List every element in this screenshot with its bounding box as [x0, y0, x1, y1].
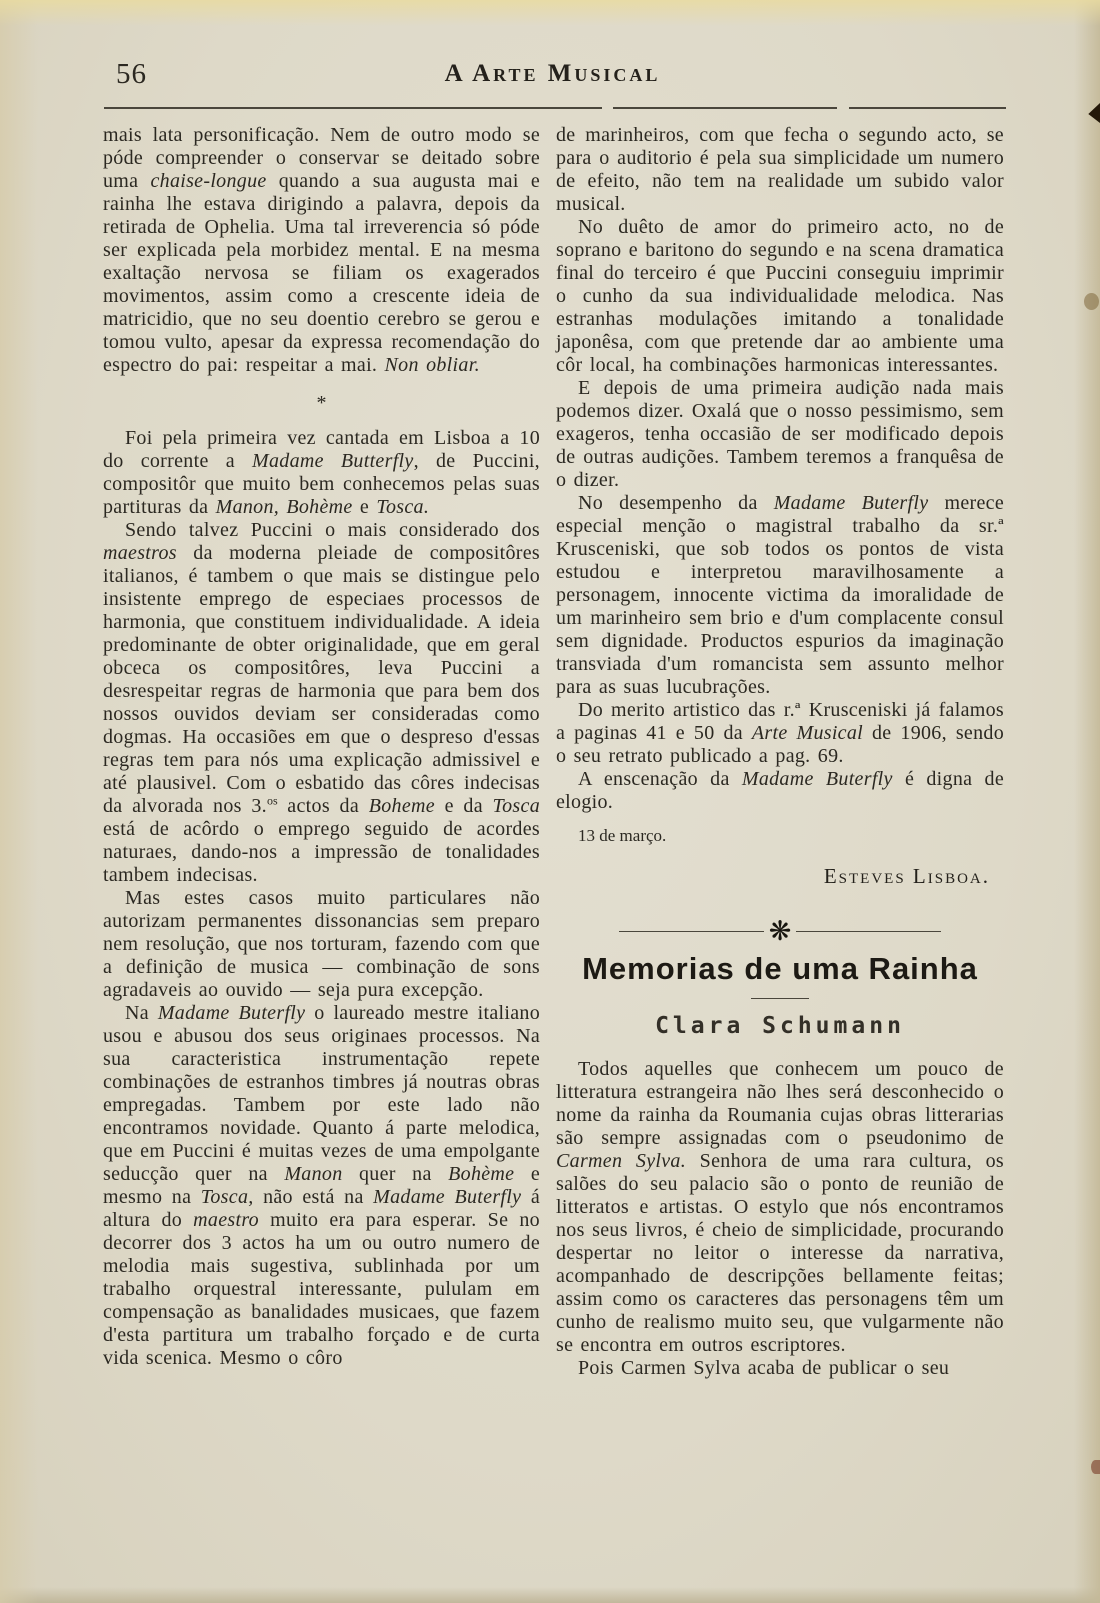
header-rule: [104, 107, 602, 109]
text-columns: [103, 124, 1004, 1380]
page-blemish: [1087, 103, 1100, 123]
body-paragraph: Na Madame Buterfly o laureado mestre italiano usou e abusou dos seus originaes processos. Na sua caracteristica instrumentação repete combinações de estranhos timbres já noutras obras empregadas. Tambem por este lado não encontramos novidade. Quanto á parte melodica, que em Puccini é muitas vezes de uma empolgante seducção quer na Manon quer na Bohème e mesmo na Tosca, não está na Madame Buterfly á altura do maestro muito era para esperar. Se no decorrer dos 3 actos ha um ou outro numero de melodia mais sugestiva, sublinhada por um trabalho orquestral interessante, pululam em compensação as banalidades musicaes, que fazem d'esta partitura um trabalho forçado e de curta vida scenica. Mesmo o côro: [103, 1002, 540, 1369]
article-title: Memorias de uma Rainha: [582, 951, 978, 986]
body-paragraph: Pois Carmen Sylva acaba de publicar o seu: [578, 1357, 950, 1379]
body-paragraph: No desempenho da Madame Buterfly merece especial menção o magistral trabalho da sr.ª Krusceniski, que sob todos os pontos de vista estudou e interpretou maravilhosamente a personagem, innocente victima da imoralidade de um marinheiro sem brio e d'um complacente consul sem dignidade. Productos espurios da imaginação transviada d'um romancista sem assunto melhor para as suas lucubrações.: [556, 492, 1005, 698]
author-signature: Esteves Lisboa.: [823, 864, 990, 888]
ornament-line: [796, 931, 941, 932]
page-blemish: [1091, 1460, 1100, 1474]
page-title: A Arte Musical: [444, 60, 661, 87]
starburst-ornament-icon: ❋: [768, 916, 792, 947]
page-blemish: [1084, 293, 1099, 310]
body-paragraph: Foi pela primeira vez cantada em Lisboa a 10 do corrente a Madame Butterfly, de Puccini, compositôr que muito bem conhecemos pelas suas partituras da Manon, Bohème e Tosca.: [103, 427, 540, 518]
section-star-divider: *: [316, 392, 327, 414]
column-gap: [540, 124, 556, 1380]
body-paragraph: E depois de uma primeira audição nada mais podemos dizer. Oxalá que o nosso pessimismo, sem exageros, tenha occasião de ser modificado depois de outras audições. Tambem teremos a franquêsa de o dizer.: [556, 377, 1004, 491]
body-paragraph: Do merito artistico das r.ª Krusceniski já falamos a paginas 41 e 50 da Arte Musical de 1906, sendo o seu retrato publicado a pag. 69.: [556, 699, 1005, 767]
section-ornament: [619, 918, 942, 945]
ornament-line: [619, 931, 764, 932]
body-paragraph: No duêto de amor do primeiro acto, no de soprano e baritono do segundo e na scena dramatica final do terceiro é que Puccini conseguiu imprimir o cunho da sua individualidade melodica. Nas estranhas modulações imitando a tonalidade japonêsa, com que pretende dar ao ambiente uma côr local, ha combinações harmonicas interessantes.: [556, 216, 1004, 376]
article-author: Clara Schumann: [655, 1013, 905, 1039]
body-paragraph: de marinheiros, com que fecha o segundo acto, se para o auditorio é pela sua simplicidade um numero de efeito, não tem na realidade um subido valor musical.: [556, 124, 1004, 215]
body-paragraph: Mas estes casos muito particulares não autorizam permanentes dissonancias sem preparo nem resolução, que nos torturam, fazendo com que a definição de musica — combinação de sons agradaveis ao ouvido — seja pura excepção.: [103, 887, 540, 1001]
title-rule: [751, 998, 809, 999]
left-column: [103, 124, 540, 1380]
body-paragraph: mais lata personificação. Nem de outro modo se póde compreender o conservar se deitado sobre uma chaise-longue quando a sua augusta mai e rainha lhe estava dirigindo a palavra, depois da retirada de Ophelia. Uma tal irreverencia só póde ser explicada pela morbidez mental. E na mesma exaltação nervosa se filiam os exagerados movimentos, assim como a crescente ideia de matricidio, que no seu doentio cerebro se gerou e tomou vulto, apesar da expressa recomendação do espectro do pai: respeitar a mai. Non obliar.: [103, 124, 540, 376]
body-paragraph: Todos aquelles que conhecem um pouco de litteratura estrangeira não lhes será desconhecido o nome da rainha da Roumania cujas obras litterarias são sempre assignadas com o pseudonimo de Carmen Sylva. Senhora de uma rara cultura, os salões do seu palacio são o ponto de reunião de litteratos e artistas. O estylo que nós encontramos nos seus livros, é cheio de simplicidade, procurando despertar no leitor o interesse da narrativa, acompanhado de descripções bellamente feitas; assim como os caracteres das personagens têm um cunho de realismo muito seu, que vulgarmente não se encontra em outros escriptores.: [556, 1058, 1004, 1356]
body-paragraph: A enscenação da Madame Buterfly é digna de elogio.: [556, 768, 1005, 813]
body-paragraph: Sendo talvez Puccini o mais considerado dos maestros da moderna pleiade de compositôres italianos, é tambem o que mais se distingue pelo insistente emprego de especiaes processos de harmonia, que constituem individualidade. A ideia predominante de obter originalidade, que em geral obceca os compositôres, leva Puccini a desrespeitar regras de harmonia que para bem dos nossos ouvidos deviam ser consideradas como dogmas. Ha occasiões em que o despreso d'essas regras tem para nós uma explicação admissivel e até plausivel. Com o esbatido das côres indecisas da alvorada nos 3.$^{os}$ actos da Boheme e da Tosca está de acôrdo o emprego seguido de acordes naturaes, dando-nos a impressão de tonalidades tambem indecisas.: [103, 519, 540, 886]
header-rule: [849, 107, 1006, 109]
page-number: 56: [116, 58, 147, 90]
right-column: [556, 124, 1004, 1380]
dateline: 13 de março.: [578, 826, 667, 845]
header-rule: [613, 107, 837, 109]
